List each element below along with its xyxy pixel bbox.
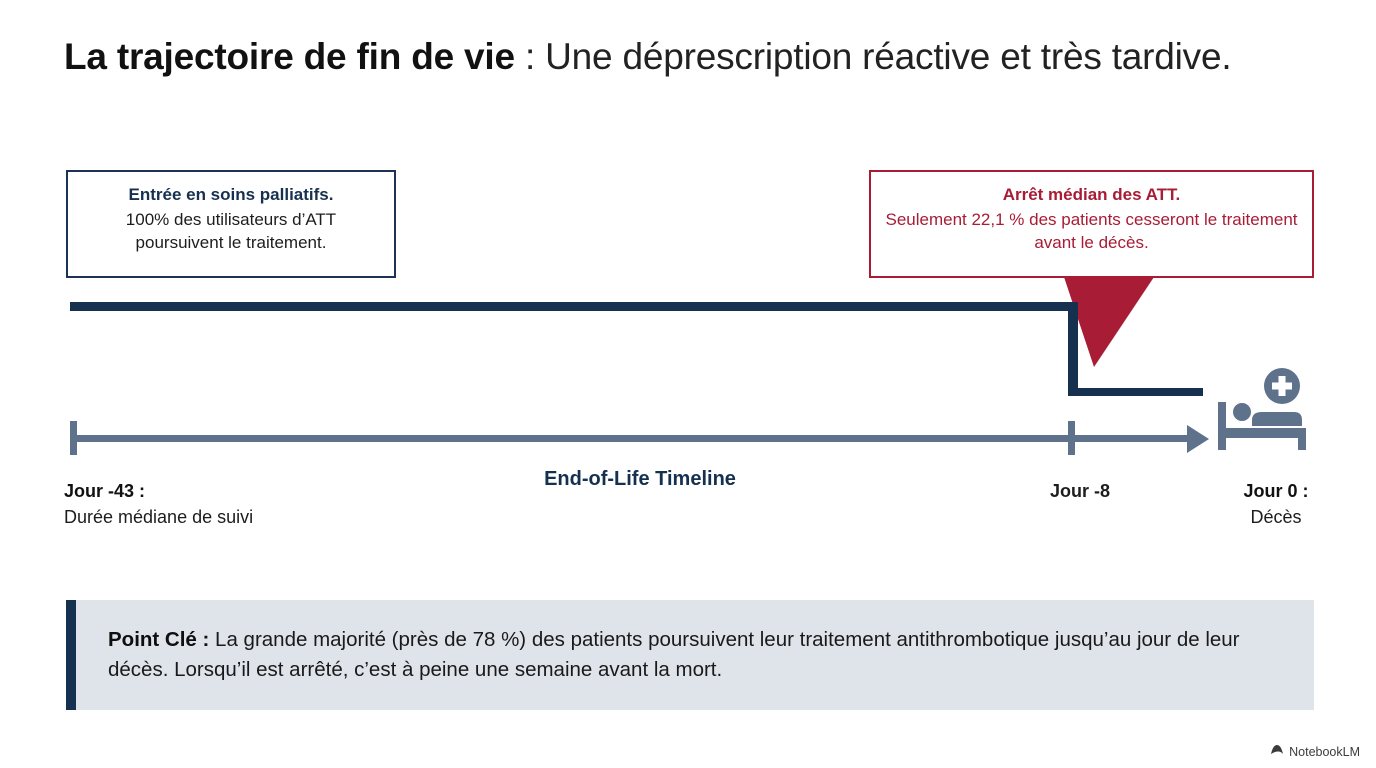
notebooklm-logo-icon (1270, 743, 1284, 760)
callout-left-body: 100% des utilisateurs d’ATT poursuivent le traitement. (125, 209, 337, 252)
hospital-bed-icon (1212, 368, 1312, 460)
treatment-line-drop (1068, 302, 1078, 394)
footer-watermark (1270, 743, 1360, 760)
key-point-body: La grande majorité (près de 78 %) des patients poursuivent leur traitement antithrombotique jusqu’au jour de leur décès. Lorsqu’il est arrêté, c’est à peine une semaine avant la mort. (108, 627, 1240, 681)
timeline-label-start-bold: Jour -43 : (64, 481, 146, 501)
timeline-tick-day8 (1068, 421, 1075, 455)
timeline-label-death-bold: Jour 0 : (1243, 481, 1309, 501)
timeline-label-start (64, 478, 324, 530)
timeline-caption: End-of-Life Timeline (544, 468, 736, 490)
timeline-tick-start (70, 421, 77, 455)
callout-median-stop (869, 170, 1314, 278)
callout-left-title: Entrée en soins palliatifs. (128, 185, 334, 204)
timeline-axis (70, 435, 1195, 442)
callout-right-body: Seulement 22,1 % des patients cesseront le traitement avant le décès. (885, 209, 1298, 252)
page-title (64, 34, 1314, 79)
key-point-label: Point Clé : (108, 627, 210, 651)
page-title-strong: La trajectoire de fin de vie (64, 36, 515, 77)
treatment-line-residual (1068, 388, 1203, 396)
footer-brand-label: NotebookLM (1289, 744, 1360, 759)
callout-right-title: Arrêt médian des ATT. (1002, 185, 1181, 204)
timeline-label-start-rest: Durée médiane de suivi (64, 507, 254, 528)
timeline-label-day8: Jour -8 (1049, 481, 1110, 501)
key-point-text (76, 625, 1314, 686)
treatment-line-plateau (70, 302, 1073, 311)
key-point-banner (66, 600, 1314, 710)
key-point-accent-bar (66, 600, 76, 710)
callout-palliative-entry (66, 170, 396, 278)
page-title-rest: : Une déprescription réactive et très tardive. (514, 36, 1232, 77)
timeline-label-death-rest: Décès (1250, 507, 1302, 528)
timeline-arrow-icon (1187, 425, 1209, 453)
timeline-label-death (1196, 478, 1356, 530)
